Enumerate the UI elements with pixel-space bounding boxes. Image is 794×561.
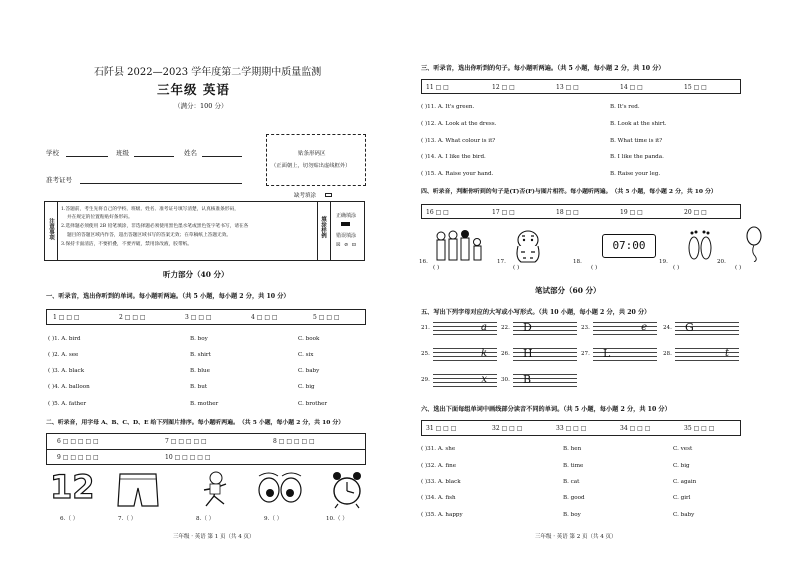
option: C. again <box>673 479 697 485</box>
answer-bubbles[interactable]: □ □ □ □ □ <box>174 454 211 461</box>
barcode-note: （正面朝上，切勿贴出虚线框外） <box>271 163 351 169</box>
option: B. cat <box>563 479 580 485</box>
answer-num: 16 <box>426 209 434 216</box>
pic-number: 19. <box>659 259 668 265</box>
four-line-writing-grid[interactable] <box>513 374 577 386</box>
answer-num: 20 <box>684 209 692 216</box>
option: C. big <box>673 463 690 469</box>
answer-num: 6 <box>57 438 61 445</box>
pic-number: 18. <box>573 259 582 265</box>
wrong-marks: ☒ ⊘ ⊡ <box>336 242 358 248</box>
answer-num: 33 <box>556 425 564 432</box>
answer-num: 1 <box>53 314 57 321</box>
answer-num: 17 <box>492 209 500 216</box>
answer-bubbles[interactable]: □ □ <box>693 84 707 91</box>
pic-answer[interactable]: 6.（ ） <box>60 516 79 522</box>
option: C. baby <box>673 512 695 518</box>
four-line-writing-grid[interactable] <box>593 322 657 334</box>
four-line-writing-grid[interactable] <box>513 322 577 334</box>
running-boy-icon <box>196 470 236 512</box>
note-line: 2.选择题必须使用 2B 铅笔填涂，非选择题必须使用黑色墨水笔或黑色签字笔书写，请在各 <box>61 224 249 229</box>
answer-bubbles[interactable]: □ □ <box>629 209 643 216</box>
option: B. time <box>563 463 584 469</box>
option: C. baby <box>298 368 320 374</box>
school-label: 学校 <box>46 149 59 157</box>
answer-bubbles[interactable]: □ □ □ □ □ <box>170 438 207 445</box>
answer-bubbles[interactable]: □ □ □ □ □ <box>62 454 99 461</box>
option: B. boy <box>563 512 581 518</box>
listening-part-title: 听力部分（40 分） <box>163 270 229 279</box>
eyes-icon <box>256 472 304 508</box>
four-line-writing-grid[interactable] <box>433 374 497 386</box>
option: C. vest <box>673 446 693 452</box>
class-label: 班级 <box>116 149 129 157</box>
answer-num: 31 <box>426 425 434 432</box>
feet-icon <box>687 228 713 262</box>
family-icon <box>433 228 485 264</box>
answer-bubbles[interactable]: □ □ □ <box>565 425 587 432</box>
option: B. Look at the shirt. <box>610 121 667 127</box>
absent-label: 缺考填涂 <box>294 193 317 199</box>
pic-answer[interactable]: 9.（ ） <box>264 516 283 522</box>
barcode-area <box>266 134 366 186</box>
answer-num: 12 <box>492 84 500 91</box>
letter-question-number: 24. <box>663 325 672 331</box>
question: ( )1. A. bird <box>48 336 81 342</box>
option: B. boy <box>190 336 208 342</box>
note-line: 并在规定的位置粘贴好条形码。 <box>67 215 133 220</box>
numbers-12-picture: 12 <box>50 468 95 506</box>
question: ( )12. A. Look at the dress. <box>421 121 497 127</box>
sec4-answer-row <box>421 204 741 219</box>
option: B. hen <box>563 446 582 452</box>
question: ( )2. A. see <box>48 352 79 358</box>
option: B. but <box>190 384 208 390</box>
answer-bubbles[interactable]: □ □ <box>565 84 579 91</box>
page-2 <box>397 0 794 561</box>
four-line-writing-grid[interactable] <box>433 348 497 360</box>
page-footer: 三年级 · 英语 第 1 页（共 4 页） <box>173 534 255 540</box>
letter-question-number: 28. <box>663 351 672 357</box>
answer-num: 13 <box>556 84 564 91</box>
sec5-title: 五、写出下列字母对应的大写或小写形式。（共 10 小题，每小题 2 分，共 20 分） <box>421 309 651 316</box>
ticket-input[interactable] <box>80 183 242 184</box>
ticket-label: 准考证号 <box>46 176 72 184</box>
exam-score: （满分：100 分） <box>174 102 228 110</box>
pic-answer[interactable]: ( ) <box>673 265 680 271</box>
pic-answer[interactable]: 10.（ ） <box>326 516 348 522</box>
answer-bubbles[interactable]: □ □ □ □ □ <box>62 438 99 445</box>
option: C. six <box>298 352 314 358</box>
given-letter: a <box>481 322 487 333</box>
question: ( )35. A. happy <box>421 512 463 518</box>
example-correct: 正确填涂 <box>336 213 357 219</box>
pic-answer[interactable]: ( ) <box>735 265 742 271</box>
pic-answer[interactable]: ( ) <box>513 265 520 271</box>
answer-bubbles[interactable]: □ □ □ <box>501 425 523 432</box>
alarm-clock-icon <box>330 470 364 510</box>
letter-question-number: 27. <box>581 351 590 357</box>
answer-bubbles[interactable]: □ □ □ <box>58 314 80 321</box>
answer-bubbles[interactable]: □ □ □ <box>693 425 715 432</box>
option: C. brother <box>298 401 328 407</box>
option: C. big <box>298 384 315 390</box>
option: C. girl <box>673 495 691 501</box>
answer-bubbles[interactable]: □ □ □ <box>318 314 340 321</box>
question: ( )14. A. I like the bird. <box>421 154 486 160</box>
option: B. What time is it? <box>610 138 663 144</box>
answer-bubbles[interactable]: □ □ □ <box>124 314 146 321</box>
example-wrong: 错误填涂 <box>336 233 357 239</box>
answer-bubbles[interactable]: □ □ <box>435 84 449 91</box>
answer-bubbles[interactable]: □ □ □ <box>190 314 212 321</box>
sec3-title: 三、听录音，选出你听到的句子。每小题听两遍。（共 5 小题，每小题 2 分，共 10 分） <box>421 65 665 72</box>
answer-num: 18 <box>556 209 564 216</box>
barcode-title: 贴条形码区 <box>298 151 326 157</box>
note-line: 1.答题前，考生先将自己的学校、班级、姓名、准考证号填写清楚，认真核准条形码， <box>61 207 239 212</box>
four-line-writing-grid[interactable] <box>433 322 497 334</box>
given-letter: H <box>523 347 533 360</box>
notes-label: 注意事项 <box>48 218 54 240</box>
question: ( )32. A. fine <box>421 463 457 469</box>
answer-bubbles[interactable]: □ □ □ □ □ <box>278 438 315 445</box>
option: B. I like the panda. <box>610 154 664 160</box>
answer-bubbles[interactable]: □ □ □ <box>256 314 278 321</box>
answer-bubbles[interactable]: □ □ □ <box>435 425 457 432</box>
answer-num: 4 <box>251 314 255 321</box>
pic-number: 16. <box>419 259 428 265</box>
letter-question-number: 30. <box>501 377 510 383</box>
answer-num: 35 <box>684 425 692 432</box>
letter-question-number: 29. <box>421 377 430 383</box>
answer-num: 8 <box>273 438 277 445</box>
note-line: 3.保持卡面清洁，不要折叠，不要弄破，禁用涂改液，胶带纸。 <box>61 242 193 247</box>
pic-answer[interactable]: 8.（ ） <box>196 516 215 522</box>
option: B. mother <box>190 401 219 407</box>
given-letter: x <box>481 374 487 385</box>
answer-num: 10 <box>165 454 173 461</box>
letter-question-number: 25. <box>421 351 430 357</box>
question: ( )5. A. father <box>48 401 87 407</box>
answer-num: 11 <box>426 84 434 91</box>
answer-num: 3 <box>185 314 189 321</box>
answer-num: 34 <box>620 425 628 432</box>
pic-number: 17. <box>497 259 506 265</box>
question: ( )13. A. What colour is it? <box>421 138 496 144</box>
answer-num: 15 <box>684 84 692 91</box>
pic-answer[interactable]: 7.（ ） <box>118 516 137 522</box>
given-letter: t <box>724 348 729 359</box>
class-input[interactable] <box>134 156 174 157</box>
given-letter: D <box>523 321 532 334</box>
answer-num: 19 <box>620 209 628 216</box>
option: B. It's red. <box>610 104 640 110</box>
option: B. blue <box>190 368 210 374</box>
sec6-answer-row <box>421 420 741 436</box>
question: ( )31. A. she <box>421 446 456 452</box>
shorts-icon <box>116 472 160 510</box>
answer-bubbles[interactable]: □ □ <box>629 84 643 91</box>
option: B. shirt <box>190 352 211 358</box>
answer-num: 2 <box>119 314 123 321</box>
given-letter: k <box>480 348 487 359</box>
absent-checkbox[interactable] <box>325 193 332 197</box>
tiger-icon <box>509 228 547 264</box>
option: B. good <box>563 495 585 501</box>
answer-num: 5 <box>313 314 317 321</box>
digital-clock-icon: 07:00 <box>602 234 656 258</box>
question: ( )11. A. It's green. <box>421 104 475 110</box>
question: ( )33. A. black <box>421 479 461 485</box>
answer-bubbles[interactable]: □ □ <box>501 84 515 91</box>
given-letter: e <box>641 322 647 333</box>
school-input[interactable] <box>66 156 108 157</box>
four-line-writing-grid[interactable] <box>513 348 577 360</box>
question: ( )4. A. balloon <box>48 384 90 390</box>
pic-number: 20. <box>717 259 726 265</box>
question: ( )34. A. fish <box>421 495 456 501</box>
answer-bubbles[interactable]: □ □ □ <box>629 425 651 432</box>
letter-question-number: 26. <box>501 351 510 357</box>
answer-num: 14 <box>620 84 628 91</box>
sec3-answer-row <box>421 79 741 94</box>
answer-num: 7 <box>165 438 169 445</box>
name-label: 姓名 <box>184 149 197 157</box>
name-input[interactable] <box>202 156 242 157</box>
sec6-title: 六、选出下面每组单词中画线部分读音不同的单词。（共 5 小题，每小题 2 分，共 10 分） <box>421 406 671 413</box>
sec2-answer-grid <box>46 433 366 465</box>
answer-bubbles[interactable]: □ □ <box>693 209 707 216</box>
example-label: 填涂样例 <box>320 216 326 238</box>
sec1-answer-row <box>46 309 366 325</box>
four-line-writing-grid[interactable] <box>675 322 739 334</box>
given-letter: B <box>523 373 532 386</box>
given-letter: L <box>603 347 611 360</box>
answer-bubbles[interactable]: □ □ <box>565 209 579 216</box>
given-letter: G <box>685 321 694 334</box>
pic-answer[interactable]: ( ) <box>591 265 598 271</box>
four-line-writing-grid[interactable] <box>675 348 739 360</box>
answer-num: 32 <box>492 425 500 432</box>
answer-bubbles[interactable]: □ □ <box>501 209 515 216</box>
option: B. Raise your leg. <box>610 171 661 177</box>
letter-question-number: 22. <box>501 325 510 331</box>
four-line-writing-grid[interactable] <box>593 348 657 360</box>
writing-part-title: 笔试部分（60 分） <box>535 286 601 295</box>
exam-subject: 三年级 英语 <box>157 82 230 97</box>
sec1-title: 一、听录音，选出你听到的单词。每小题听两遍。（共 5 小题，每小题 2 分，共 10 分） <box>46 293 290 300</box>
pic-answer[interactable]: ( ) <box>433 265 440 271</box>
filled-mark-icon <box>341 222 350 226</box>
sec4-title: 四、听录音，判断你听到的句子是(T)否(F)与图片相符。每小题听两遍。（共 5 小题，每小题 2 分，共 10 分） <box>421 188 717 195</box>
question: ( )3. A. black <box>48 368 85 374</box>
exam-title: 石阡县 2022—2023 学年度第二学期期中质量监测 <box>94 67 322 78</box>
answer-bubbles[interactable]: □ □ <box>435 209 449 216</box>
balloon-icon <box>743 226 765 262</box>
letter-question-number: 21. <box>421 325 430 331</box>
sec2-title: 二、听录音，用字母 A、B、C、D、E 给下列图片排序。每小题听两遍。（共 5 小题，每小题 2 分，共 10 分） <box>46 419 345 426</box>
letter-question-number: 23. <box>581 325 590 331</box>
answer-num: 9 <box>57 454 61 461</box>
option: C. book <box>298 336 320 342</box>
note-line: 题目的答题区域内作答，超出答题区域书写的答案无效；在草稿纸上答题无效。 <box>67 233 232 238</box>
notes-box <box>44 201 365 261</box>
question: ( )15. A. Raise your hand. <box>421 171 494 177</box>
page-footer: 三年级 · 英语 第 2 页（共 4 页） <box>535 534 617 540</box>
